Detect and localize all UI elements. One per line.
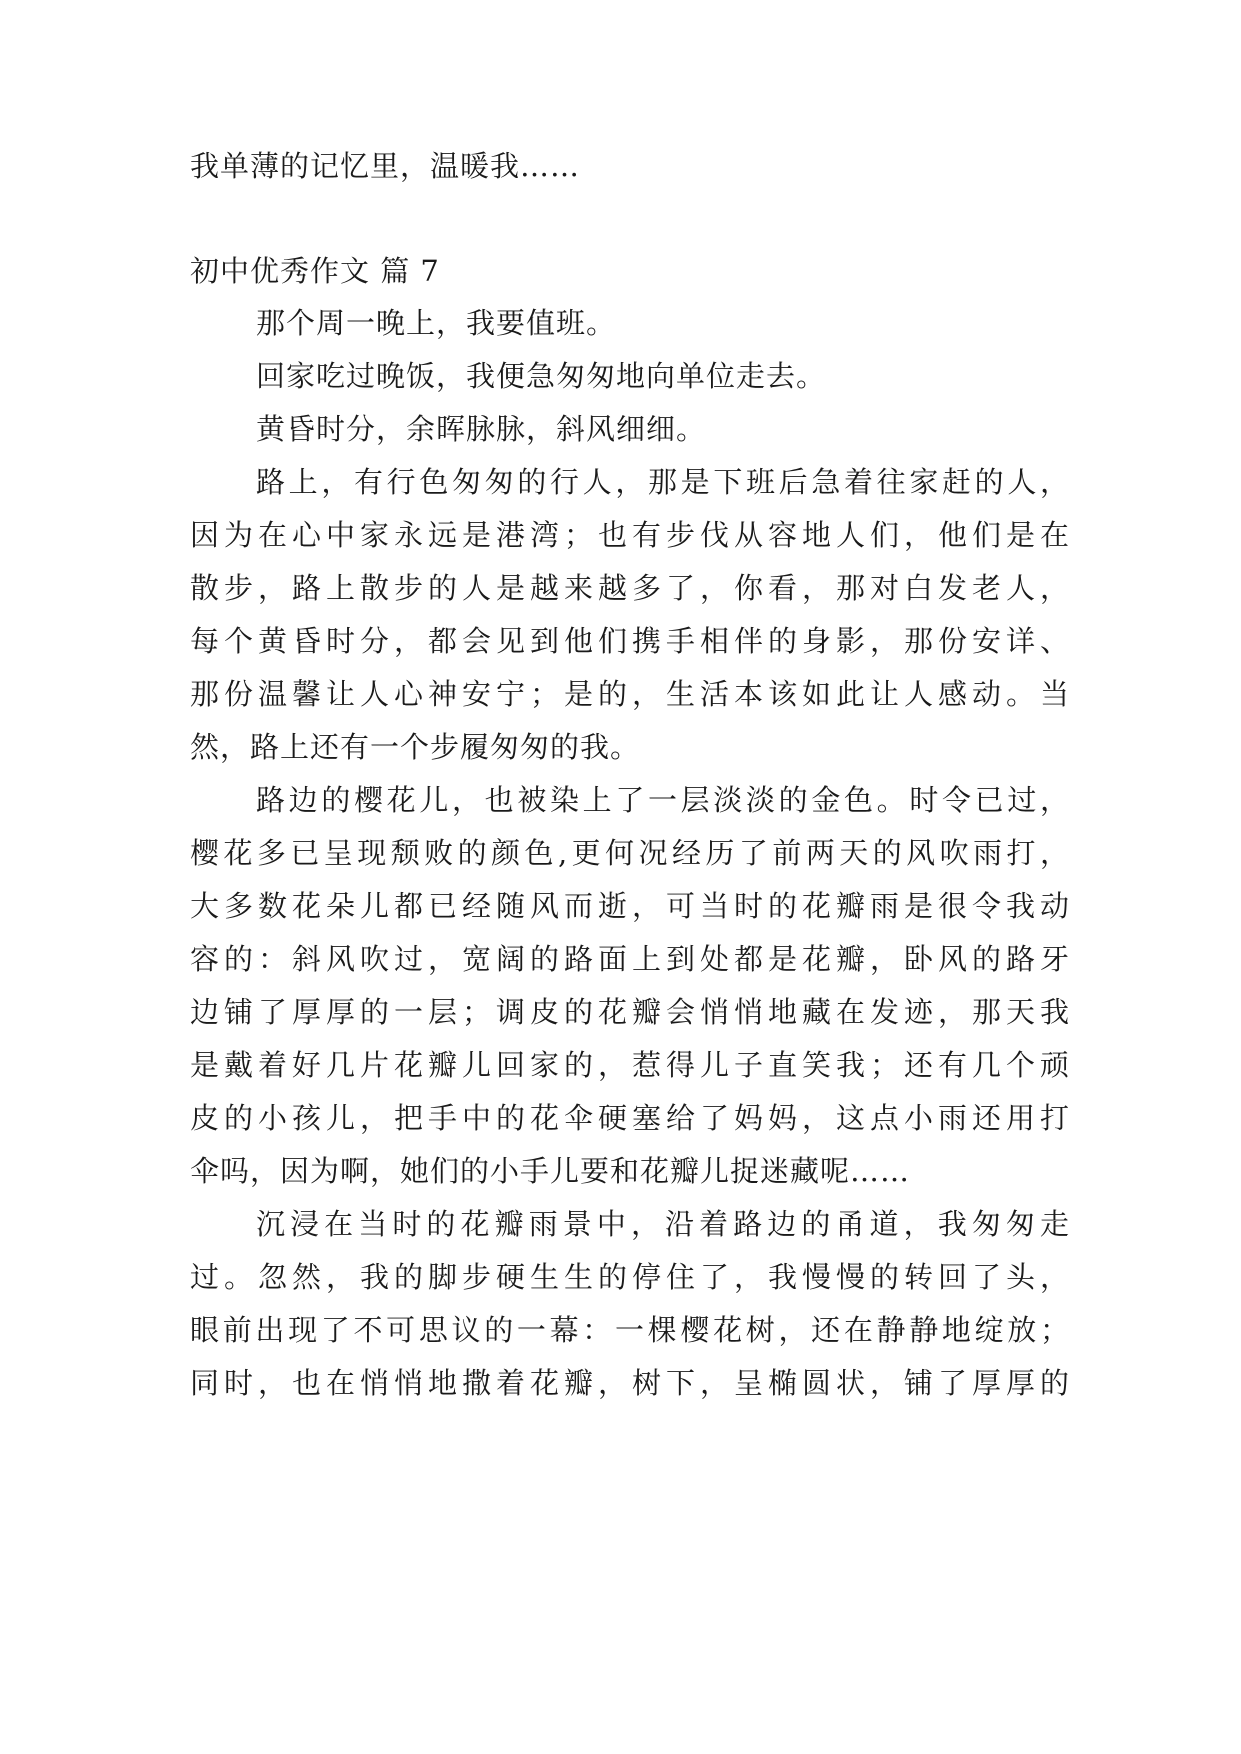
paragraph-line: 沉浸在当时的花瓣雨景中，沿着路边的甬道，我匆匆走 bbox=[256, 1207, 1070, 1241]
paragraph-line: 同时，也在悄悄地撒着花瓣，树下，呈椭圆状，铺了厚厚的 bbox=[190, 1366, 1070, 1400]
paragraph-line: 路上，有行色匆匆的行人，那是下班后急着往家赶的人， bbox=[256, 465, 1070, 499]
paragraph-line: 樱花多已呈现颓败的颜色,更何况经历了前两天的风吹雨打， bbox=[190, 836, 1070, 870]
paragraph-line: 眼前出现了不可思议的一幕：一棵樱花树，还在静静地绽放； bbox=[190, 1313, 1070, 1347]
paragraph-line: 容的：斜风吹过，宽阔的路面上到处都是花瓣，卧风的路牙 bbox=[190, 942, 1070, 976]
section-title: 初中优秀作文 篇 7 bbox=[190, 254, 440, 288]
paragraph-line: 过。忽然，我的脚步硬生生的停住了，我慢慢的转回了头， bbox=[190, 1260, 1070, 1294]
paragraph-line: 因为在心中家永远是港湾；也有步伐从容地人们，他们是在 bbox=[190, 518, 1070, 552]
paragraph-line: 黄昏时分，余晖脉脉，斜风细细。 bbox=[256, 412, 707, 446]
paragraph-line: 然，路上还有一个步履匆匆的我。 bbox=[190, 730, 641, 764]
paragraph-line: 每个黄昏时分，都会见到他们携手相伴的身影，那份安详、 bbox=[190, 624, 1070, 658]
paragraph-line: 回家吃过晚饭，我便急匆匆地向单位走去。 bbox=[256, 359, 827, 393]
continuation-line: 我单薄的记忆里，温暖我…… bbox=[190, 149, 581, 183]
paragraph-line: 边铺了厚厚的一层；调皮的花瓣会悄悄地藏在发迹，那天我 bbox=[190, 995, 1070, 1029]
paragraph-line: 散步，路上散步的人是越来越多了，你看，那对白发老人， bbox=[190, 571, 1070, 605]
paragraph-line: 路边的樱花儿，也被染上了一层淡淡的金色。时令已过， bbox=[256, 783, 1070, 817]
paragraph-line: 大多数花朵儿都已经随风而逝，可当时的花瓣雨是很令我动 bbox=[190, 889, 1070, 923]
paragraph-line: 那份温馨让人心神安宁；是的，生活本该如此让人感动。当 bbox=[190, 677, 1070, 711]
paragraph-line: 那个周一晚上，我要值班。 bbox=[256, 306, 617, 340]
paragraph-line: 皮的小孩儿，把手中的花伞硬塞给了妈妈，这点小雨还用打 bbox=[190, 1101, 1070, 1135]
paragraph-line: 伞吗，因为啊，她们的小手儿要和花瓣儿捉迷藏呢…… bbox=[190, 1154, 911, 1188]
paragraph-line: 是戴着好几片花瓣儿回家的，惹得儿子直笑我；还有几个顽 bbox=[190, 1048, 1070, 1082]
